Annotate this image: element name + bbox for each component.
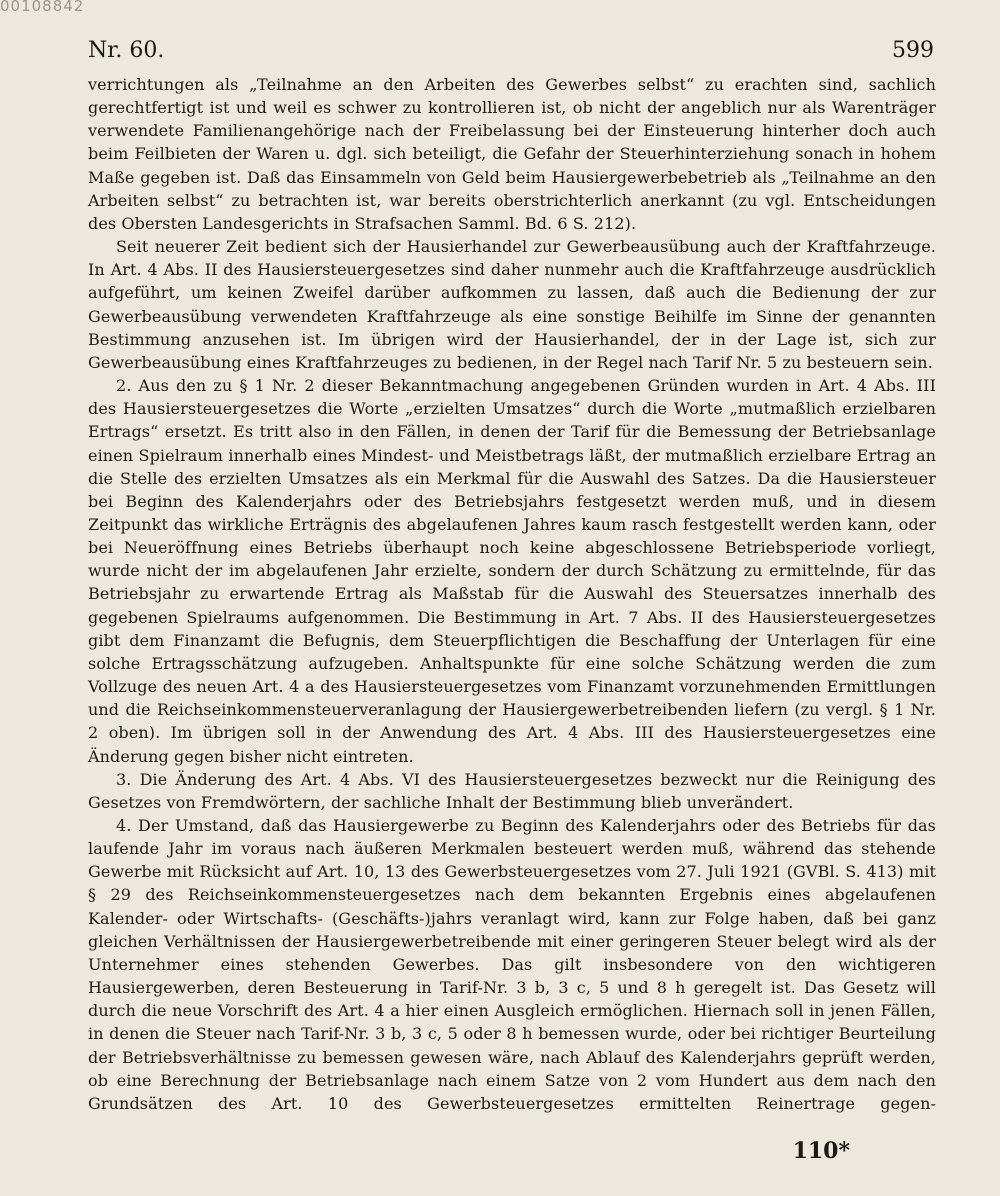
page-header [88, 38, 934, 63]
paragraph-1: verrichtungen als „Teilnahme an den Arbeiten des Gewerbes selbst“ zu erachten sind, sachlich gerechtfertigt ist und weil es schwer zu kontrollieren ist, ob nicht der angeblich nur als Warenträger verwendete Familienangehörige nach der Freibelassung bei der Einsteuerung hinterher doch auch beim Feilbieten der Waren u. dgl. sich beteiligt, die Gefahr der Steuerhinterziehung sonach in hohem Maße gegeben ist. Daß das Einsammeln von Geld beim Hausiergewerbebetrieb als „Teilnahme an den Arbeiten selbst“ zu betrachten ist, war bereits oberstrichterlich anerkannt (zu vgl. Entscheidungen des Obersten Landesgerichts in Strafsachen Samml. Bd. 6 S. 212). [88, 75, 936, 233]
page-number: 599 [892, 38, 934, 63]
issue-number: Nr. 60. [88, 38, 165, 63]
paragraph-5: 4. Der Umstand, daß das Hausiergewerbe zu Beginn des Kalenderjahrs oder des Betriebs für das laufende Jahr im voraus nach äußeren Merkmalen besteuert werden muß, während das stehende Gewerbe mit Rücksicht auf Art. 10, 13 des Gewerbsteuergesetzes vom 27. Juli 1921 (GVBl. S. 413) mit § 29 des Reichseinkommensteuergesetzes nach dem bekannten Ergebnis eines abgelaufenen Kalender- oder Wirtschafts- (Geschäfts-)jahrs veranlagt wird, kann zur Folge haben, daß bei ganz gleichen Verhältnissen der Hausiergewerbetreibende mit einer geringeren Steuer belegt wird als der Unternehmer eines stehenden Gewerbes. Das gilt insbesondere von den wichtigeren Hausiergewerben, deren Besteuerung in Tarif-Nr. 3 b, 3 c, 5 und 8 h geregelt ist. Das Gesetz will durch die neue Vorschrift des Art. 4 a hier einen Ausgleich ermöglichen. Hiernach soll in jenen Fällen, in denen die Steuer nach Tarif-Nr. 3 b, 3 c, 5 oder 8 h bemessen wurde, oder bei richtiger Beurteilung der Betriebsverhältnisse zu bemessen gewesen wäre, nach Ablauf des Kalenderjahrs geprüft werden, ob eine Berechnung der Betriebsanlage nach einem Satze von 2 vom Hundert aus dem nach den Grundsätzen des Art. 10 des Gewerbsteuergesetzes ermittelten Reinertrage gegen- [88, 816, 936, 1113]
page-body [88, 73, 936, 1115]
paragraph-3: 2. Aus den zu § 1 Nr. 2 dieser Bekanntmachung angegebenen Gründen wurden in Art. 4 Abs. III des Hausiersteuergesetzes die Worte „erzielten Umsatzes“ durch die Worte „mutmaßlich erzielbaren Ertrags“ ersetzt. Es tritt also in den Fällen, in denen der Tarif für die Bemessung der Betriebsanlage einen Spielraum innerhalb eines Mindest- und Meistbetrags läßt, der mutmaßlich erzielbare Ertrag an die Stelle des erzielten Umsatzes als ein Merkmal für die Auswahl des Satzes. Da die Hausiersteuer bei Beginn des Kalenderjahrs oder des Betriebsjahrs festgesetzt werden muß, und in diesem Zeitpunkt das wirkliche Erträgnis des abgelaufenen Jahres kaum rasch festgestellt werden kann, oder bei Neueröffnung eines Betriebs überhaupt noch keine abgeschlossene Betriebsperiode vorliegt, wurde nicht der im abgelaufenen Jahr erzielte, sondern der durch Schätzung zu ermittelnde, für das Betriebsjahr zu erwartende Ertrag als Maßstab für die Auswahl des Steuersatzes innerhalb des gegebenen Spielraums aufgenommen. Die Bestimmung in Art. 7 Abs. II des Hausiersteuergesetzes gibt dem Finanzamt die Befugnis, dem Steuerpflichtigen die Beschaffung der Unterlagen für eine solche Ertragsschätzung aufzugeben. Anhaltspunkte für eine solche Schätzung werden die zum Vollzuge des neuen Art. 4 a des Hausiersteuergesetzes vom Finanzamt vorzunehmenden Ermittlungen und die Reichseinkommensteuerveranlagung der Hausiergewerbetreibenden liefern (zu vergl. § 1 Nr. 2 oben). Im übrigen soll in der Anwendung des Art. 4 Abs. III des Hausiersteuergesetzes eine Änderung gegen bisher nicht eintreten. [88, 376, 936, 766]
paragraph-2: Seit neuerer Zeit bedient sich der Hausierhandel zur Gewerbeausübung auch der Kraftfahrzeuge. In Art. 4 Abs. II des Hausiersteuergesetzes sind daher nunmehr auch die Kraftfahrzeuge ausdrücklich aufgeführt, um keinen Zweifel darüber aufkommen zu lassen, daß auch die Bedienung der zur Gewerbeausübung verwendeten Kraftfahrzeuge als eine sonstige Beihilfe im Sinne der genannten Bestimmung anzusehen ist. Im übrigen wird der Hausierhandel, der in der Lage ist, sich zur Gewerbeausübung eines Kraftfahrzeuges zu bedienen, in der Regel nach Tarif Nr. 5 zu besteuern sein. [88, 237, 936, 372]
paragraph-4: 3. Die Änderung des Art. 4 Abs. VI des Hausiersteuergesetzes bezweckt nur die Reinigung des Gesetzes von Fremdwörtern, der sachliche Inhalt der Bestimmung blieb unverändert. [88, 769, 936, 812]
signature-mark: 110* [792, 1138, 850, 1164]
scan-id: 00108842 [0, 0, 85, 15]
